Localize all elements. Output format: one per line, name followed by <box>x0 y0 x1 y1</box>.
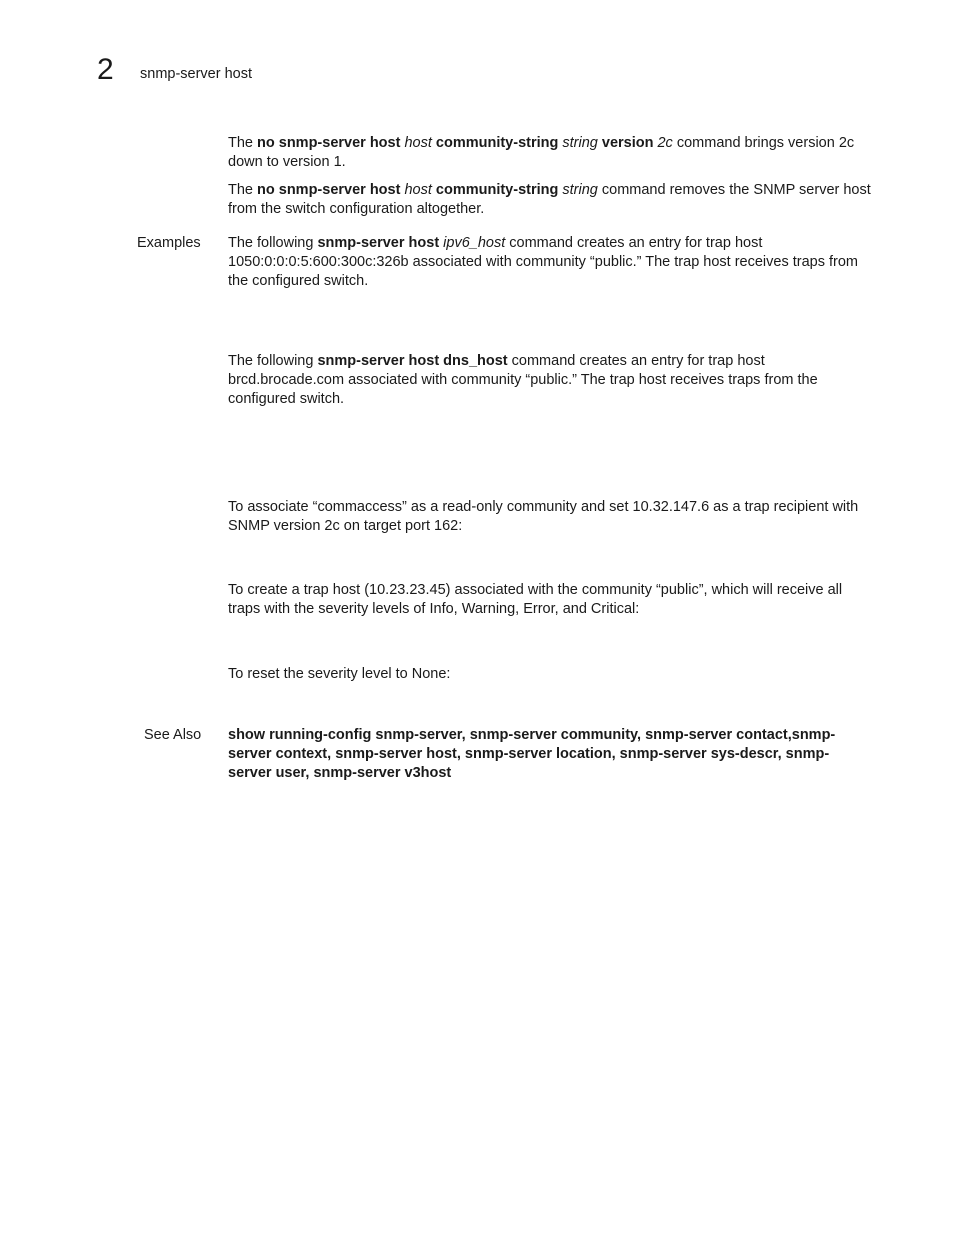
example-severity-levels: To create a trap host (10.23.23.45) associated with the community “public”, which will receive all traps with the severity levels of Info, Warning, Error, and Critical: <box>228 582 843 617</box>
command-keyword: no snmp-server host <box>257 135 401 151</box>
text: The <box>228 182 258 198</box>
text: command creates an entry for trap host brcd.brocade.com associated with community “public.” The trap host receives traps from the configured switch. <box>228 353 818 407</box>
see-also-list: show running-config snmp-server, snmp-server community, snmp-server contact,snmp-server context, snmp-server host, snmp-server location, snmp-server sys-descr, snmp-server user, snmp-server v3host <box>228 727 836 781</box>
example-commaccess: To associate “commaccess” as a read-only community and set 10.32.147.6 as a trap recipient with SNMP version 2c on target port 162: <box>228 499 859 534</box>
text: command creates an entry for trap host 1050:0:0:0:5:600:300c:326b associated with community “public.” The trap host receives traps from the configured switch. <box>228 235 859 289</box>
example-ipv6-host <box>228 234 873 291</box>
text: command brings version 2c down to version 1. <box>228 135 855 170</box>
argument: host <box>400 135 436 151</box>
command-keyword: version <box>601 135 654 151</box>
text: The <box>228 135 258 151</box>
argument: string <box>558 182 598 198</box>
argument: string <box>558 135 602 151</box>
text: command removes the SNMP server host from the switch configuration altogether. <box>228 182 871 217</box>
command-keyword: community-string <box>435 182 559 198</box>
example-dns-host <box>228 352 873 409</box>
command-keyword: snmp-server host dns_host <box>317 353 508 369</box>
running-title: snmp-server host <box>140 66 253 82</box>
argument: host <box>400 182 436 198</box>
example-reset-severity: To reset the severity level to None: <box>228 666 451 682</box>
command-keyword: no snmp-server host <box>257 182 401 198</box>
command-keyword: community-string <box>435 135 559 151</box>
command-keyword: snmp-server host <box>317 235 440 251</box>
argument: 2c <box>653 135 673 151</box>
chapter-number: 2 <box>97 53 114 86</box>
paragraph-no-host <box>228 181 873 219</box>
text: The following <box>228 235 318 251</box>
see-also-label: See Also <box>144 727 202 743</box>
argument: ipv6_host <box>439 235 506 251</box>
text: The following <box>228 353 318 369</box>
examples-label: Examples <box>137 235 201 251</box>
paragraph-no-version-2c <box>228 134 873 172</box>
